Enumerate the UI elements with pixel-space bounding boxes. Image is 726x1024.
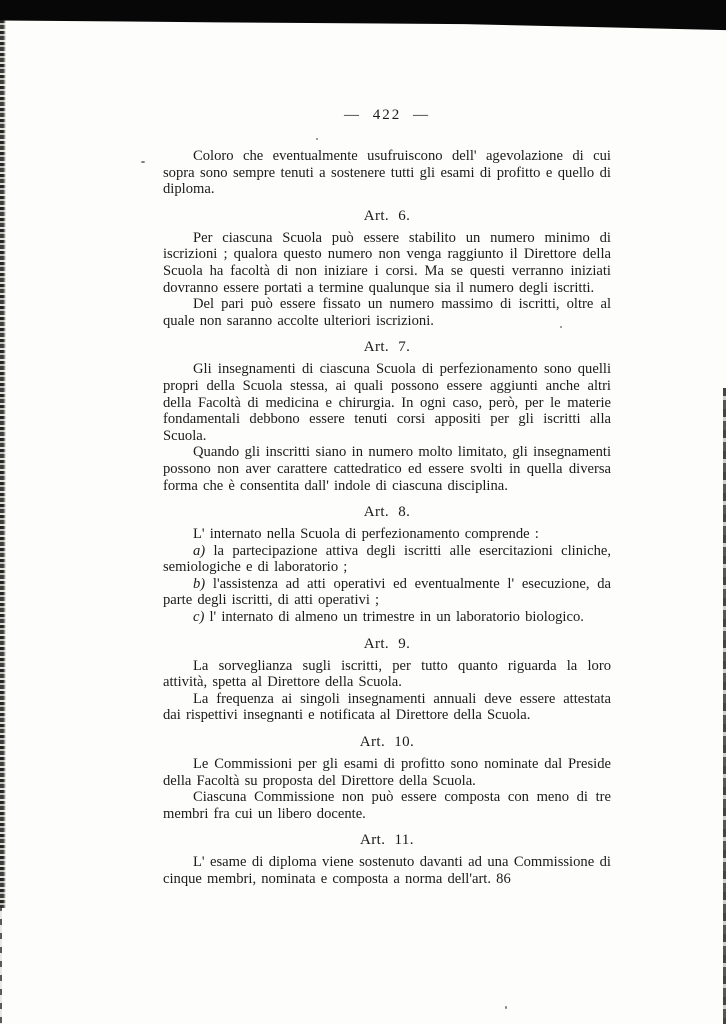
paragraph: Per ciascuna Scuola può essere stabilito un numero minimo di iscrizioni ; qualora questo numero non venga raggiunto il Direttore della Scuola ha facoltà di non iniziare i corsi. Ma se questi verranno iniziati dovranno essere portati a termine qualunque sia il numero degli iscritti. — [163, 229, 611, 296]
list-item-paragraph: b) l'assistenza ad atti operativi ed eventualmente l' esecuzione, da parte degli iscritti, di atti operativi ; — [163, 575, 611, 609]
scan-speck — [505, 1006, 507, 1009]
list-marker: c) — [193, 609, 210, 626]
paragraph: La frequenza ai singoli insegnamenti annuali deve essere attestata dai rispettivi insegnanti e notificata al Direttore della Scuola. — [163, 690, 611, 724]
intro-paragraph: Coloro che eventualmente usufruiscono dell' agevolazione di cui sopra sono sempre tenuti a sostenere tutti gli esami di profitto e quello di diploma. — [163, 148, 611, 198]
scan-artifact-top-band — [0, 0, 726, 31]
paragraph: Ciascuna Commissione non può essere composta con meno di tre membri fra cui un libero docente. — [163, 789, 611, 822]
scan-artifact-left-edge-lower — [0, 905, 2, 1024]
page-content — [163, 107, 611, 888]
paragraph: Le Commissioni per gli esami di profitto sono nominate dal Preside della Facoltà su proposta del Direttore della Scuola. — [163, 756, 611, 789]
articles-container — [163, 208, 611, 888]
article-heading-11: Art. 11. — [360, 832, 414, 849]
article-heading-6: Art. 6. — [363, 207, 411, 224]
paragraph: L' esame di diploma viene sostenuto davanti ad una Commissione di cinque membri, nominata e composta a norma dell'art. 86 — [163, 854, 611, 887]
scan-speck — [141, 161, 145, 163]
list-marker: a) — [193, 542, 214, 559]
page-number: — 422 — — [344, 107, 430, 123]
list-item-paragraph: a) la partecipazione attiva degli iscritti alle esercitazioni cliniche, semiologiche e di laboratorio ; — [163, 542, 611, 576]
paragraph: Gli insegnamenti di ciascuna Scuola di perfezionamento sono quelli propri della Scuola stessa, ai quali possono essere aggiunti anche altri della Facoltà di medicina e chirurgia. In ogni caso, però, per le materie fondamentali debbono essere tenuti corsi appositi per gli iscritti alla Scuola. — [163, 361, 611, 444]
article-heading-7: Art. 7. — [363, 339, 411, 356]
paragraph: Quando gli inscritti siano in numero molto limitato, gli insegnamenti possono non aver carattere cattedratico ed essere svolti in quella diversa forma che è consentita dall' indole di ciascuna disciplina. — [163, 444, 611, 494]
scan-artifact-left-edge — [0, 20, 6, 908]
paragraph: L' internato nella Scuola di perfezionamento comprende : — [193, 526, 539, 543]
paragraph: Del pari può essere fissato un numero massimo di iscritti, oltre al quale non saranno accolte ulteriori iscrizioni. — [163, 296, 611, 329]
article-heading-8: Art. 8. — [363, 504, 411, 521]
article-heading-10: Art. 10. — [359, 734, 415, 751]
list-item-paragraph: c) l' internato di almeno un trimestre in un laboratorio biologico. — [193, 609, 584, 626]
paragraph: La sorveglianza sugli iscritti, per tutto quanto riguarda la loro attività, spetta al Direttore della Scuola. — [163, 657, 611, 691]
list-marker: b) — [193, 575, 213, 592]
article-heading-9: Art. 9. — [363, 635, 411, 652]
